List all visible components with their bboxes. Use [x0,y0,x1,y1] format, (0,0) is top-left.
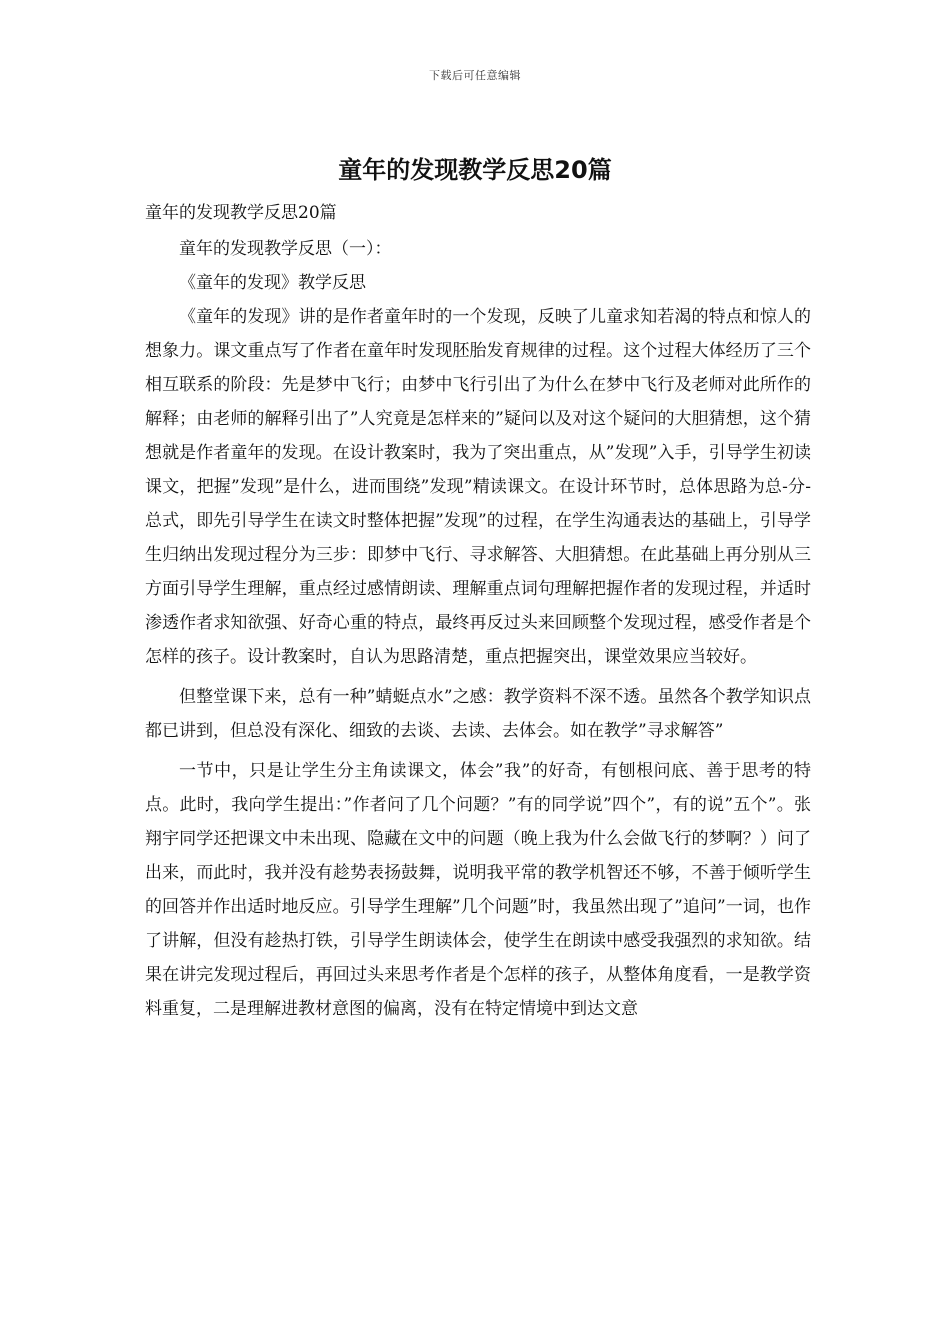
body-paragraph: 但整堂课下来，总有一种”蜻蜓点水”之感：教学资料不深不透。虽然各个教学知识点都已讲到，但总没有深化、细致的去谈、去读、去体会。如在教学”寻求解答” [145,687,811,741]
document-body [145,196,811,1026]
section-heading: 童年的发现教学反思（一）： [179,239,392,259]
body-paragraph: 一节中，只是让学生分主角读课文，体会”我”的好奇，有刨根问底、善于思考的特点。此时，我向学生提出：”作者问了几个问题？”有的同学说”四个”，有的说”五个”。张翔宇同学还把课文中未出现、隐藏在文中的问题（晚上我为什么会做飞行的梦啊？）问了出来，而此时，我并没有趁势表扬鼓舞，说明我平常的教学机智还不够，不善于倾听学生的回答并作出适时地反应。引导学生理解”几个问题”时，我虽然出现了”追问”一词，也作了讲解，但没有趁热打铁，引导学生朗读体会，使学生在朗读中感受我强烈的求知欲。结果在讲完发现过程后，再回过头来思考作者是个怎样的孩子，从整体角度看，一是教学资料重复，二是理解进教材意图的偏离，没有在特定情境中到达文意 [145,761,811,1019]
header-note: 下载后可任意编辑 [429,69,521,82]
body-paragraph: 《童年的发现》讲的是作者童年时的一个发现，反映了儿童求知若渴的特点和惊人的想象力。课文重点写了作者在童年时发现胚胎发育规律的过程。这个过程大体经历了三个相互联系的阶段：先是梦中飞行；由梦中飞行引出了为什么在梦中飞行及老师对此所作的解释；由老师的解释引出了”人究竟是怎样来的”疑问以及对这个疑问的大胆猜想，这个猜想就是作者童年的发现。在设计教案时，我为了突出重点，从”发现”入手，引导学生初读课文，把握”发现”是什么，进而围绕”发现”精读课文。在设计环节时，总体思路为总-分-总式，即先引导学生在读文时整体把握”发现”的过程，在学生沟通表达的基础上，引导学生归纳出发现过程分为三步：即梦中飞行、寻求解答、大胆猜想。在此基础上再分别从三方面引导学生理解，重点经过感情朗读、理解重点词句理解把握作者的发现过程，并适时渗透作者求知欲强、好奇心重的特点，最终再反过头来回顾整个发现过程，感受作者是个怎样的孩子。设计教案时，自认为思路清楚，重点把握突出，课堂效果应当较好。 [145,307,811,667]
document-title: 童年的发现教学反思20篇 [338,156,612,184]
document-subtitle: 童年的发现教学反思20篇 [145,203,337,223]
article-heading: 《童年的发现》教学反思 [179,273,366,293]
